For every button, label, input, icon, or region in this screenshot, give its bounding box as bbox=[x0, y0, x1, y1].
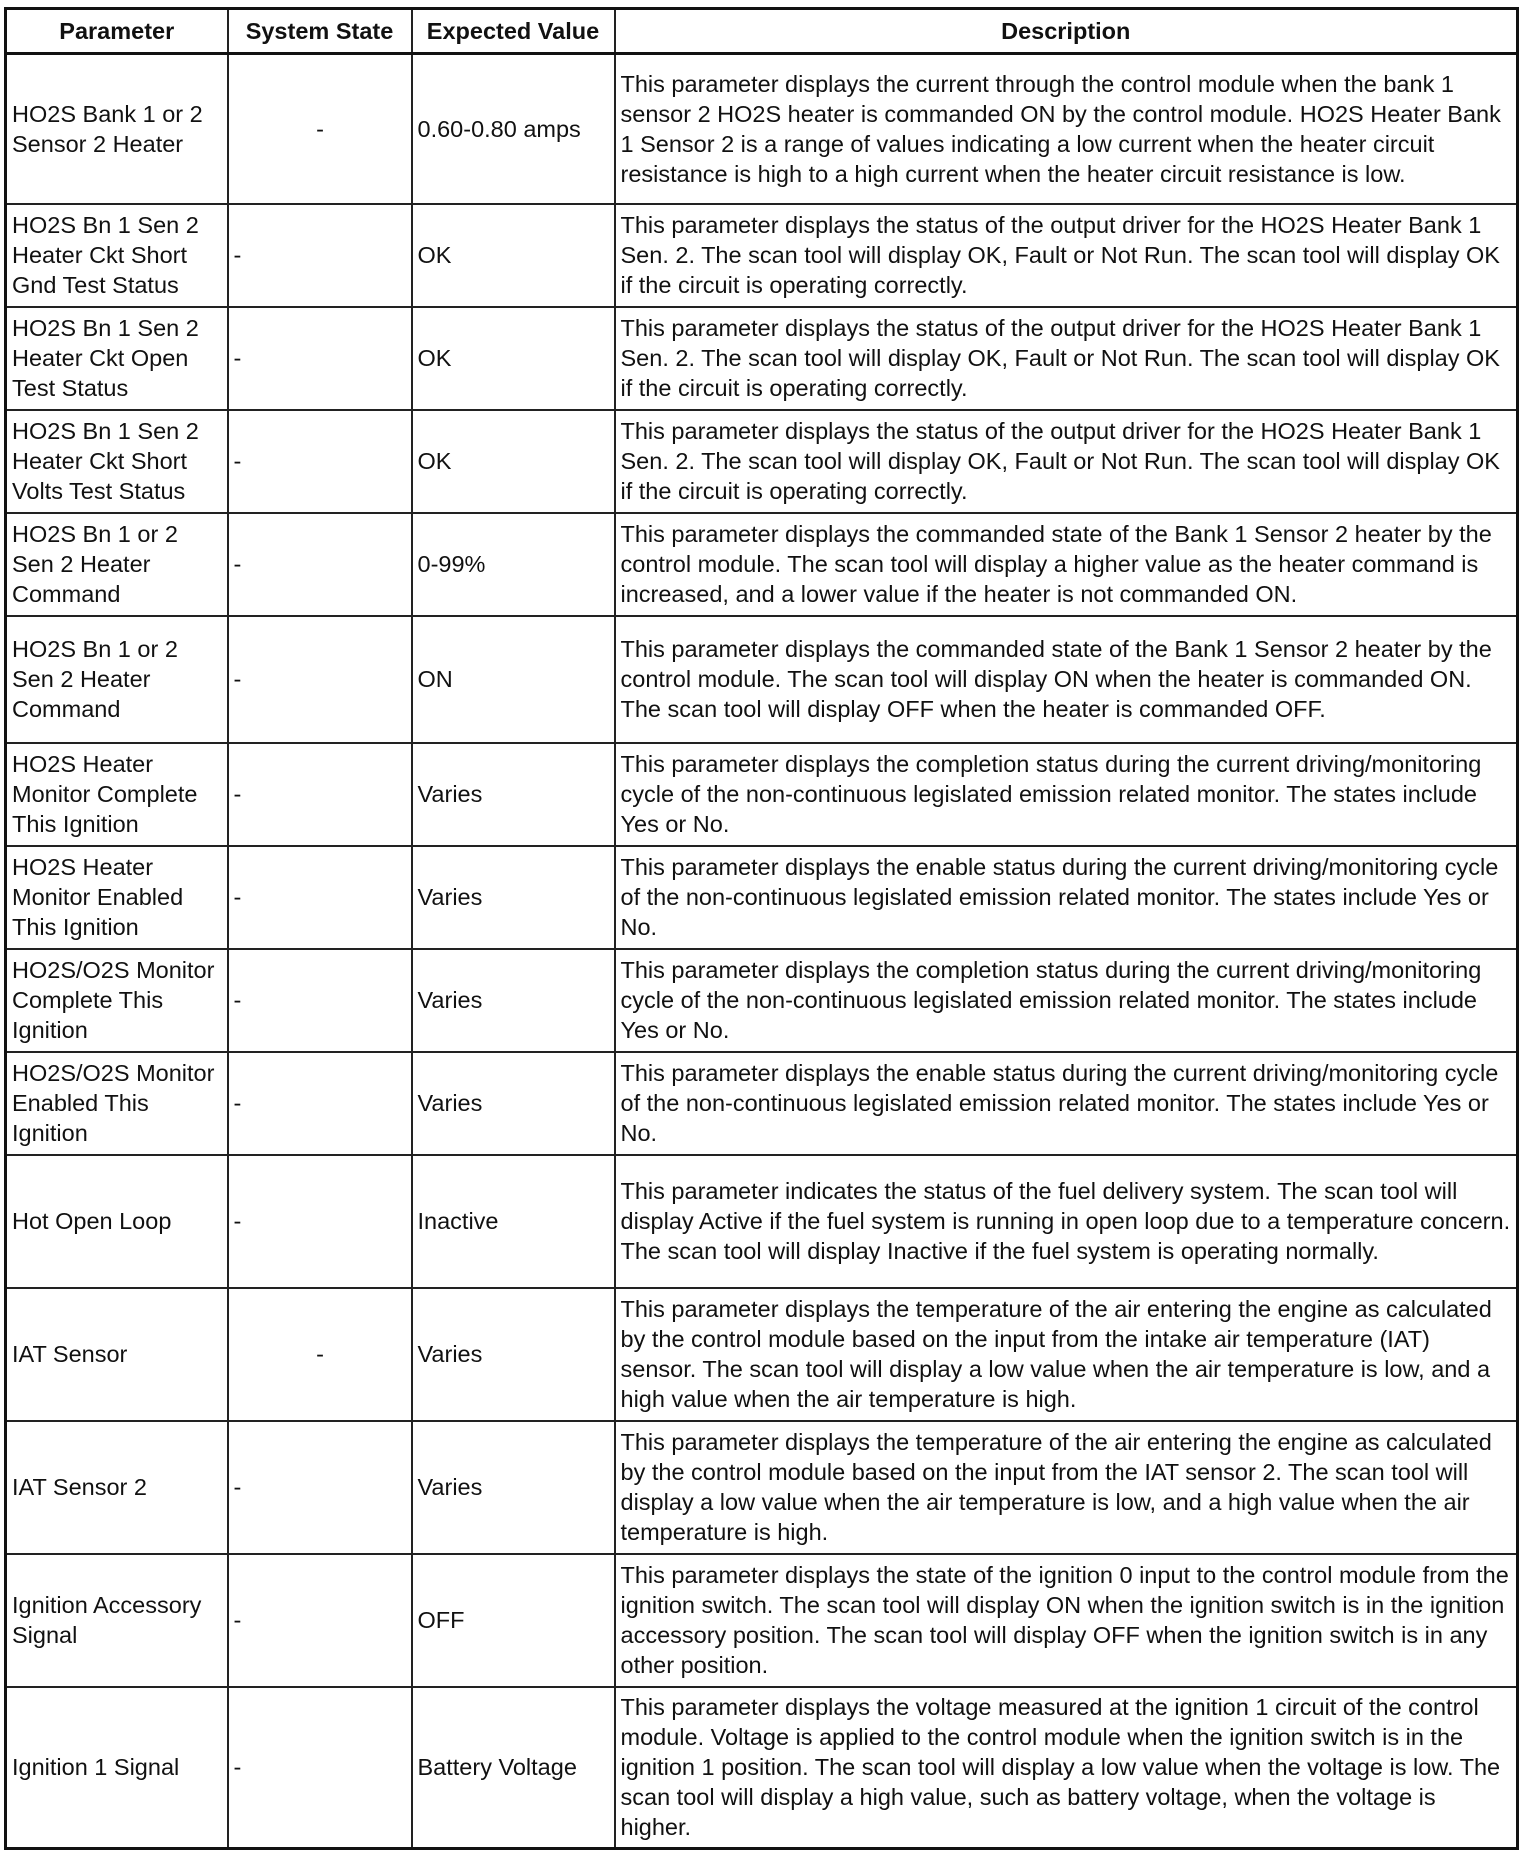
parameter-cell: HO2S/O2S Monitor Enabled This Ignition bbox=[6, 1052, 228, 1155]
table-row bbox=[6, 307, 1518, 410]
parameter-cell: HO2S Bn 1 Sen 2 Heater Ckt Short Gnd Test Status bbox=[6, 204, 228, 307]
system-state-cell: - bbox=[228, 1687, 412, 1849]
parameter-cell: IAT Sensor bbox=[6, 1288, 228, 1421]
system-state-cell: - bbox=[228, 1288, 412, 1421]
expected-value-cell: OK bbox=[412, 204, 615, 307]
description-cell: This parameter displays the status of the output driver for the HO2S Heater Bank 1 Sen. 2. The scan tool will display OK, Fault or Not Run. The scan tool will display OK if the circuit is operating correctly. bbox=[615, 307, 1518, 410]
expected-value-cell: 0-99% bbox=[412, 513, 615, 616]
description-cell: This parameter displays the current through the control module when the bank 1 sensor 2 HO2S heater is commanded ON by the control module. HO2S Heater Bank 1 Sensor 2 is a range of values indicating a low current when the heater circuit resistance is high to a high current when the heater circuit resistance is low. bbox=[615, 54, 1518, 204]
expected-value-cell: OFF bbox=[412, 1554, 615, 1687]
system-state-cell: - bbox=[228, 1155, 412, 1288]
system-state-cell: - bbox=[228, 513, 412, 616]
description-cell: This parameter displays the temperature of the air entering the engine as calculated by the control module based on the input from the intake air temperature (IAT) sensor. The scan tool will display a low value when the air temperature is low, and a high value when the air temperature is high. bbox=[615, 1288, 1518, 1421]
table-row bbox=[6, 513, 1518, 616]
description-cell: This parameter displays the enable status during the current driving/monitoring cycle of the non-continuous legislated emission related monitor. The states include Yes or No. bbox=[615, 846, 1518, 949]
parameter-cell: HO2S Bn 1 or 2 Sen 2 Heater Command bbox=[6, 616, 228, 743]
expected-value-cell: Varies bbox=[412, 1421, 615, 1554]
description-cell: This parameter displays the status of the output driver for the HO2S Heater Bank 1 Sen. 2. The scan tool will display OK, Fault or Not Run. The scan tool will display OK if the circuit is operating correctly. bbox=[615, 204, 1518, 307]
parameter-cell: HO2S Heater Monitor Complete This Ignition bbox=[6, 743, 228, 846]
description-cell: This parameter indicates the status of the fuel delivery system. The scan tool will display Active if the fuel system is running in open loop due to a temperature concern. The scan tool will display Inactive if the fuel system is operating normally. bbox=[615, 1155, 1518, 1288]
parameter-table bbox=[4, 7, 1519, 1850]
description-cell: This parameter displays the completion status during the current driving/monitoring cycle of the non-continuous legislated emission related monitor. The states include Yes or No. bbox=[615, 743, 1518, 846]
table-row bbox=[6, 410, 1518, 513]
expected-value-cell: Inactive bbox=[412, 1155, 615, 1288]
system-state-cell: - bbox=[228, 846, 412, 949]
description-cell: This parameter displays the status of the output driver for the HO2S Heater Bank 1 Sen. 2. The scan tool will display OK, Fault or Not Run. The scan tool will display OK if the circuit is operating correctly. bbox=[615, 410, 1518, 513]
parameter-cell: HO2S Heater Monitor Enabled This Ignition bbox=[6, 846, 228, 949]
parameter-cell: Hot Open Loop bbox=[6, 1155, 228, 1288]
description-cell: This parameter displays the enable status during the current driving/monitoring cycle of the non-continuous legislated emission related monitor. The states include Yes or No. bbox=[615, 1052, 1518, 1155]
table-row bbox=[6, 1687, 1518, 1849]
parameter-cell: IAT Sensor 2 bbox=[6, 1421, 228, 1554]
expected-value-cell: Varies bbox=[412, 949, 615, 1052]
table-row bbox=[6, 1052, 1518, 1155]
system-state-cell: - bbox=[228, 949, 412, 1052]
parameter-cell: HO2S/O2S Monitor Complete This Ignition bbox=[6, 949, 228, 1052]
system-state-cell: - bbox=[228, 743, 412, 846]
table-row bbox=[6, 846, 1518, 949]
expected-value-cell: OK bbox=[412, 307, 615, 410]
description-cell: This parameter displays the commanded state of the Bank 1 Sensor 2 heater by the control module. The scan tool will display ON when the heater is commanded ON. The scan tool will display OFF when the heater is commanded OFF. bbox=[615, 616, 1518, 743]
header-row bbox=[6, 9, 1518, 54]
table-row bbox=[6, 616, 1518, 743]
system-state-cell: - bbox=[228, 1554, 412, 1687]
table-row bbox=[6, 1288, 1518, 1421]
description-cell: This parameter displays the commanded state of the Bank 1 Sensor 2 heater by the control module. The scan tool will display a higher value as the heater command is increased, and a lower value if the heater is not commanded ON. bbox=[615, 513, 1518, 616]
table-row bbox=[6, 204, 1518, 307]
expected-value-cell: 0.60-0.80 amps bbox=[412, 54, 615, 204]
header-description: Description bbox=[615, 9, 1518, 54]
parameter-cell: HO2S Bank 1 or 2 Sensor 2 Heater bbox=[6, 54, 228, 204]
parameter-cell: Ignition Accessory Signal bbox=[6, 1554, 228, 1687]
header-parameter: Parameter bbox=[6, 9, 228, 54]
table-row bbox=[6, 1554, 1518, 1687]
system-state-cell: - bbox=[228, 616, 412, 743]
system-state-cell: - bbox=[228, 204, 412, 307]
header-system-state: System State bbox=[228, 9, 412, 54]
system-state-cell: - bbox=[228, 1052, 412, 1155]
table-row bbox=[6, 54, 1518, 204]
system-state-cell: - bbox=[228, 307, 412, 410]
parameter-cell: HO2S Bn 1 Sen 2 Heater Ckt Open Test Status bbox=[6, 307, 228, 410]
table-row bbox=[6, 1155, 1518, 1288]
table-row bbox=[6, 1421, 1518, 1554]
parameter-cell: HO2S Bn 1 Sen 2 Heater Ckt Short Volts Test Status bbox=[6, 410, 228, 513]
system-state-cell: - bbox=[228, 54, 412, 204]
system-state-cell: - bbox=[228, 1421, 412, 1554]
expected-value-cell: Varies bbox=[412, 1052, 615, 1155]
expected-value-cell: ON bbox=[412, 616, 615, 743]
parameter-cell: HO2S Bn 1 or 2 Sen 2 Heater Command bbox=[6, 513, 228, 616]
table-row bbox=[6, 949, 1518, 1052]
description-cell: This parameter displays the completion status during the current driving/monitoring cycle of the non-continuous legislated emission related monitor. The states include Yes or No. bbox=[615, 949, 1518, 1052]
description-cell: This parameter displays the temperature of the air entering the engine as calculated by the control module based on the input from the IAT sensor 2. The scan tool will display a low value when the air temperature is low, and a high value when the air temperature is high. bbox=[615, 1421, 1518, 1554]
header-expected-value: Expected Value bbox=[412, 9, 615, 54]
parameter-cell: Ignition 1 Signal bbox=[6, 1687, 228, 1849]
expected-value-cell: Varies bbox=[412, 1288, 615, 1421]
description-cell: This parameter displays the state of the ignition 0 input to the control module from the ignition switch. The scan tool will display ON when the ignition switch is in the ignition accessory position. The scan tool will display OFF when the ignition switch is in any other position. bbox=[615, 1554, 1518, 1687]
expected-value-cell: OK bbox=[412, 410, 615, 513]
table-row bbox=[6, 743, 1518, 846]
description-cell: This parameter displays the voltage measured at the ignition 1 circuit of the control module. Voltage is applied to the control module when the ignition switch is in the ignition 1 position. The scan tool will display a low value when the voltage is low. The scan tool will display a high value, such as battery voltage, when the voltage is higher. bbox=[615, 1687, 1518, 1849]
expected-value-cell: Varies bbox=[412, 743, 615, 846]
expected-value-cell: Varies bbox=[412, 846, 615, 949]
system-state-cell: - bbox=[228, 410, 412, 513]
expected-value-cell: Battery Voltage bbox=[412, 1687, 615, 1849]
